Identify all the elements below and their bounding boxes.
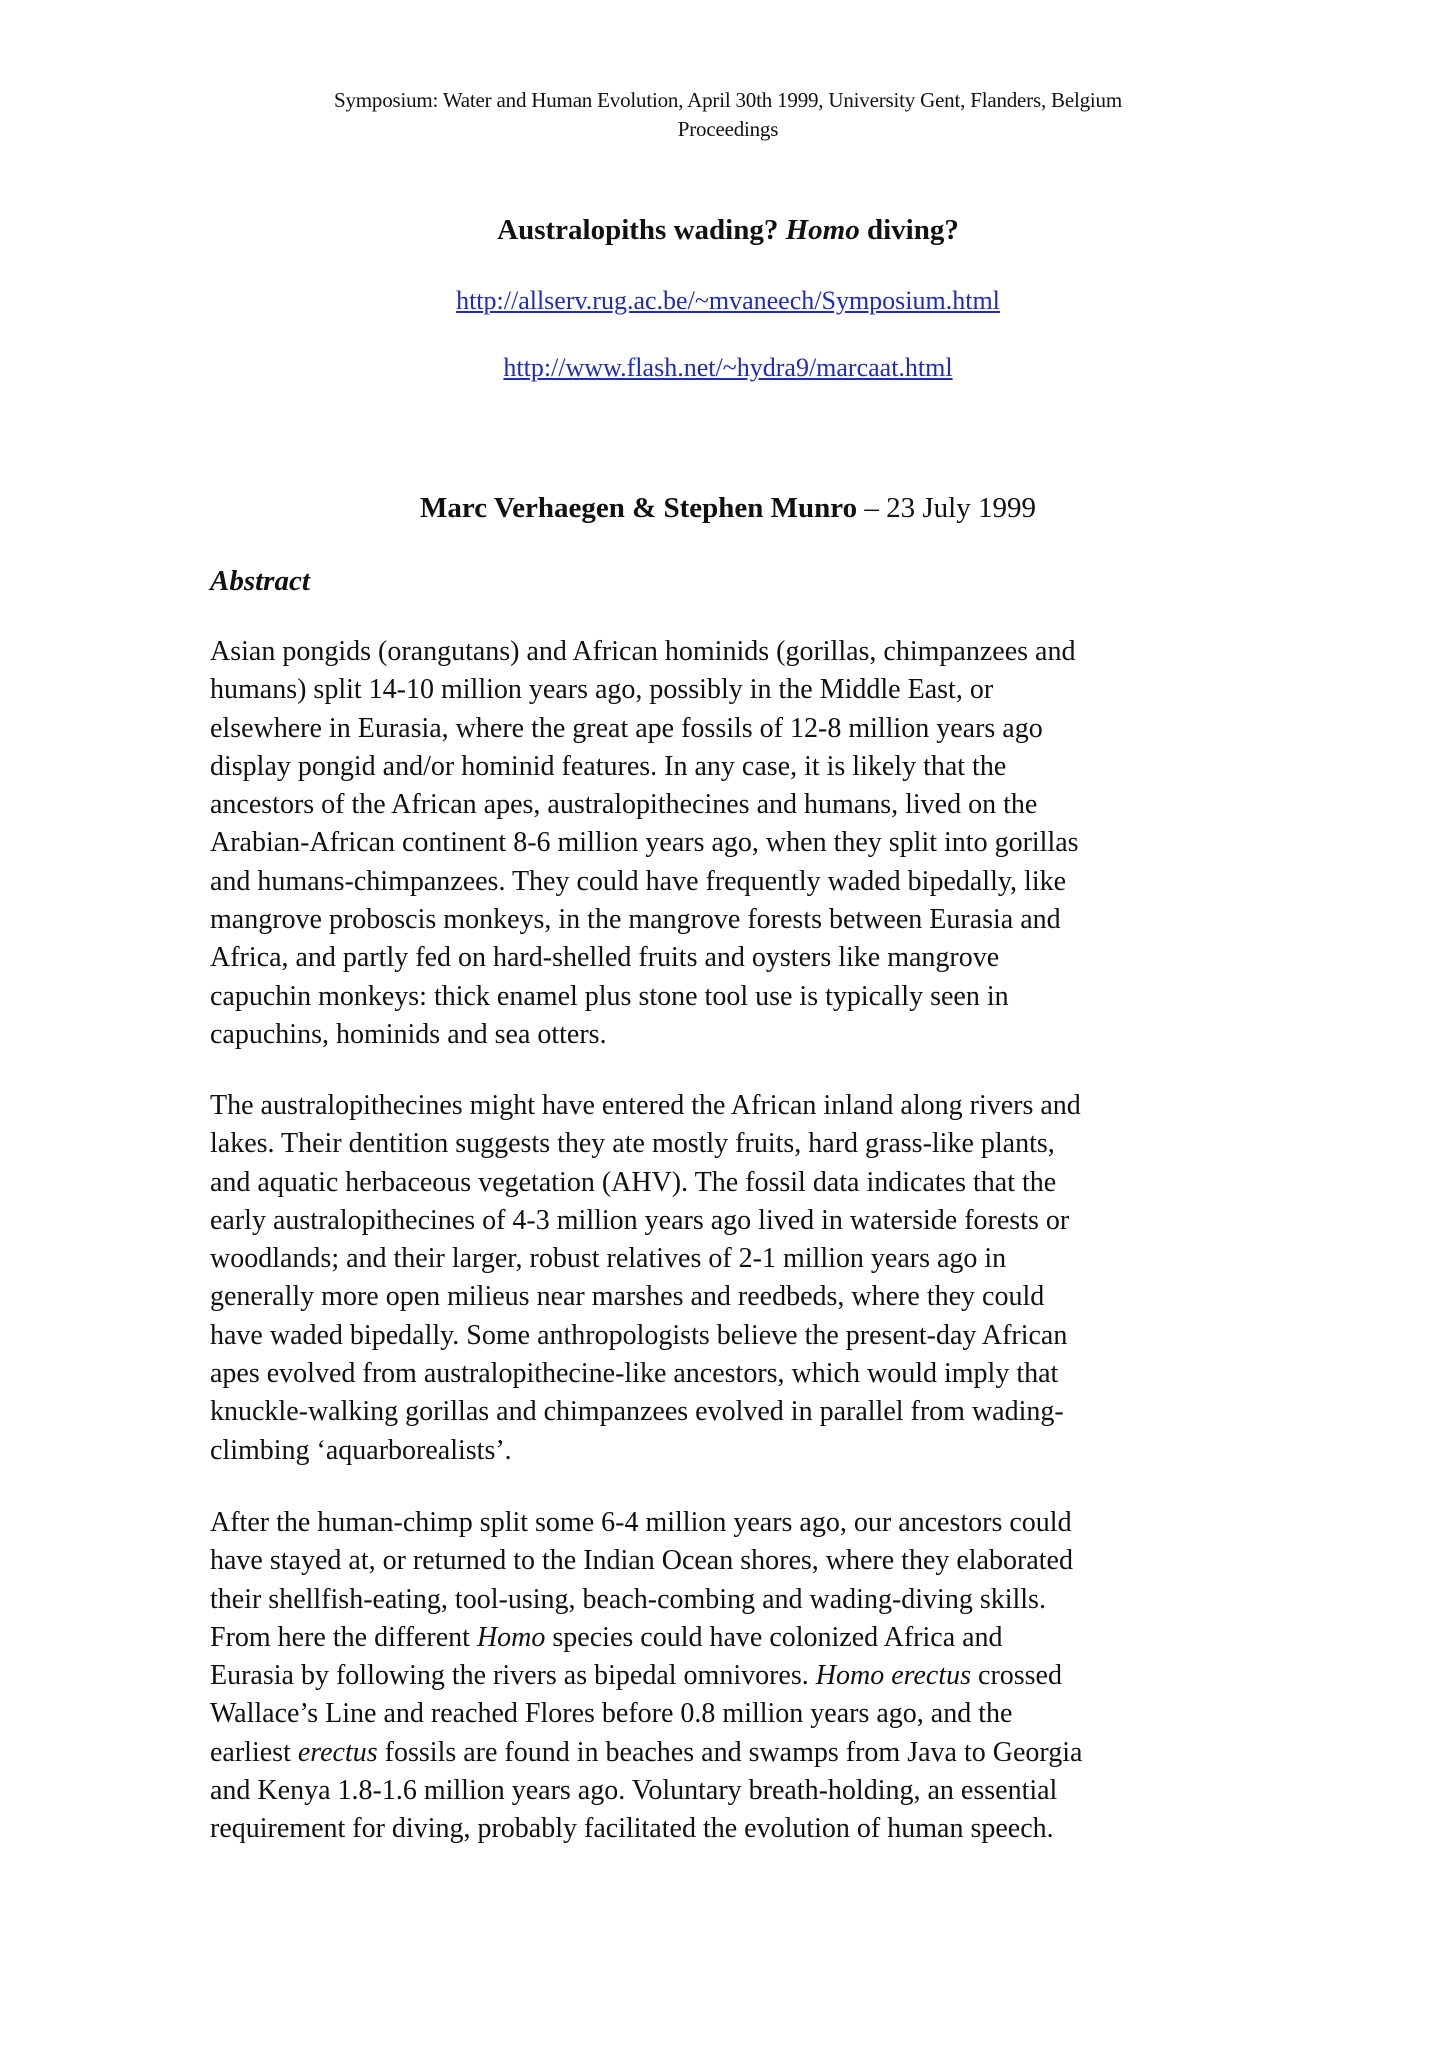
author-names: Marc Verhaegen & Stephen Munro (420, 492, 858, 524)
paper-title (0, 210, 1456, 250)
paragraph-line: climbing ‘aquarborealists’. (210, 1434, 512, 1466)
text-run: fossils are found in beaches and swamps from Java to Georgia (377, 1736, 1083, 1768)
paragraph-line: have waded bipedally. Some anthropologists believe the present-day African (210, 1319, 1068, 1351)
paragraph-line: mangrove proboscis monkeys, in the mangrove forests between Eurasia and (210, 904, 1061, 936)
abstract-paragraph-2 (210, 1087, 1250, 1470)
paragraph-line: lakes. Their dentition suggests they ate mostly fruits, hard grass-like plants, (210, 1128, 1055, 1160)
paragraph-line: elsewhere in Eurasia, where the great ape fossils of 12-8 million years ago (210, 712, 1043, 744)
symposium-line: Symposium: Water and Human Evolution, April 30th 1999, University Gent, Flanders, Belgium (334, 88, 1122, 112)
genus-name-italic: Homo (476, 1621, 546, 1653)
species-name-italic: erectus (297, 1736, 378, 1768)
paragraph-line (210, 1657, 1250, 1695)
paragraph-line: requirement for diving, probably facilitated the evolution of human speech. (210, 1813, 1054, 1845)
paragraph-line: have stayed at, or returned to the Indian Ocean shores, where they elaborated (210, 1545, 1073, 1577)
paragraph-line: display pongid and/or hominid features. In any case, it is likely that the (210, 750, 1007, 782)
paragraph-line: and aquatic herbaceous vegetation (AHV). The fossil data indicates that the (210, 1166, 1057, 1198)
species-name-italic: Homo erectus (815, 1660, 972, 1692)
paragraph-line (210, 1734, 1250, 1772)
paragraph-line: Africa, and partly fed on hard-shelled fruits and oysters like mangrove (210, 942, 1000, 974)
paragraph-line: Wallace’s Line and reached Flores before 0.8 million years ago, and the (210, 1698, 1013, 1730)
symposium-link-row (0, 283, 1456, 319)
text-run: From here the different (210, 1621, 477, 1653)
paragraph-line: their shellfish-eating, tool-using, beach-combing and wading-diving skills. (210, 1583, 1046, 1615)
title-italic-homo: Homo (785, 214, 860, 246)
author-page-link[interactable]: http://www.flash.net/~hydra9/marcaat.html (503, 353, 953, 382)
title-part-1: Australopiths wading? (497, 214, 786, 246)
paragraph-line: knuckle-walking gorillas and chimpanzees evolved in parallel from wading- (210, 1396, 1064, 1428)
paragraph-line: early australopithecines of 4-3 million years ago lived in waterside forests or (210, 1204, 1070, 1236)
paragraph-line: Arabian-African continent 8-6 million years ago, when they split into gorillas (210, 827, 1079, 859)
paragraph-line: Asian pongids (orangutans) and African hominids (gorillas, chimpanzees and (210, 636, 1076, 667)
paragraph-line: humans) split 14-10 million years ago, possibly in the Middle East, or (210, 674, 994, 706)
author-line (0, 488, 1456, 528)
text-run: Eurasia by following the rivers as bipedal omnivores. (210, 1660, 816, 1692)
paragraph-line: apes evolved from australopithecine-like ancestors, which would imply that (210, 1358, 1059, 1390)
title-part-2: diving? (859, 214, 959, 246)
abstract-heading: Abstract (210, 565, 310, 597)
abstract-paragraph-3 (210, 1504, 1250, 1849)
proceedings-line: Proceedings (677, 117, 779, 141)
paragraph-line: After the human-chimp split some 6-4 million years ago, our ancestors could (210, 1507, 1072, 1538)
paragraph-line: and humans-chimpanzees. They could have frequently waded bipedally, like (210, 865, 1067, 897)
paragraph-line: generally more open milieus near marshes and reedbeds, where they could (210, 1281, 1045, 1313)
paragraph-line (210, 1619, 1250, 1657)
paragraph-line: capuchin monkeys: thick enamel plus stone tool use is typically seen in (210, 980, 1009, 1012)
paragraph-line: woodlands; and their larger, robust relatives of 2-1 million years ago in (210, 1243, 1007, 1275)
abstract-paragraph-1 (210, 633, 1250, 1054)
paragraph-line: and Kenya 1.8-1.6 million years ago. Voluntary breath-holding, an essential (210, 1775, 1058, 1807)
symposium-link[interactable]: http://allserv.rug.ac.be/~mvaneech/Symposium.html (456, 286, 1000, 315)
publication-date: – 23 July 1999 (857, 492, 1036, 524)
text-run: earliest (210, 1736, 298, 1768)
symposium-header (0, 86, 1456, 144)
paragraph-line: capuchins, hominids and sea otters. (210, 1018, 607, 1050)
text-run: crossed (971, 1660, 1062, 1692)
text-run: species could have colonized Africa and (545, 1621, 1003, 1653)
paragraph-line: ancestors of the African apes, australopithecines and humans, lived on the (210, 789, 1038, 821)
paragraph-line: The australopithecines might have entered the African inland along rivers and (210, 1090, 1081, 1121)
author-link-row (0, 350, 1456, 386)
